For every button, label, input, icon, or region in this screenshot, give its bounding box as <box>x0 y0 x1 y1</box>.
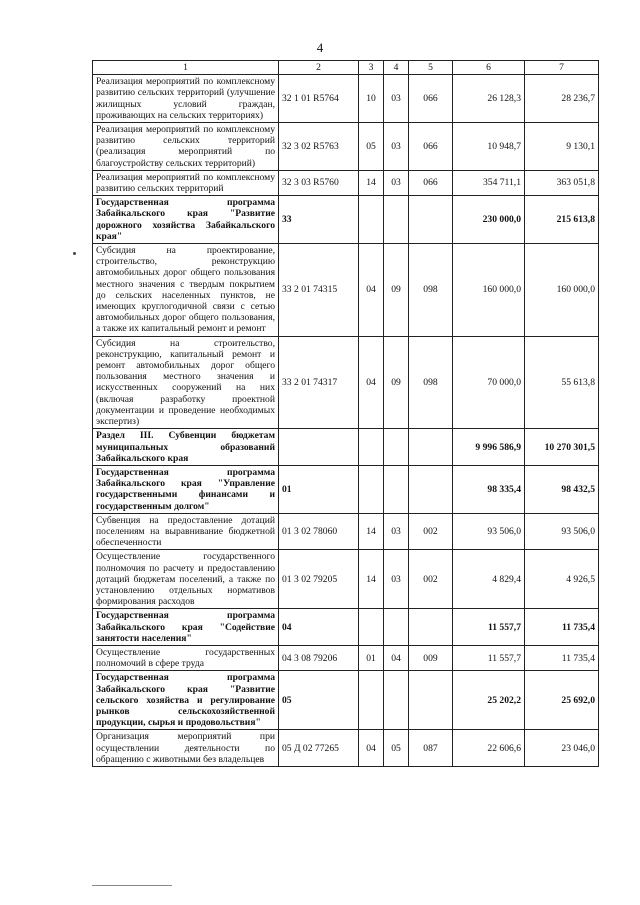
row-col3-cell: 05 <box>359 123 384 171</box>
header-cell: 7 <box>525 61 599 75</box>
row-name-cell: Осуществление государственного полномочия по расчету и предоставлению дотаций бюджетам поселений, а также по установлению отдельных нормативов формирования расходов <box>93 550 279 609</box>
row-amount-col7-cell: 160 000,0 <box>525 244 599 337</box>
header-cell: 3 <box>359 61 384 75</box>
row-amount-col7-cell: 23 046,0 <box>525 730 599 767</box>
row-col5-cell: 009 <box>409 645 453 670</box>
header-cell: 5 <box>409 61 453 75</box>
row-col5-cell: 002 <box>409 550 453 609</box>
table-row <box>93 550 599 609</box>
table-row <box>93 513 599 550</box>
row-amount-col6-cell: 11 557,7 <box>453 609 525 646</box>
row-amount-col7-cell: 11 735,4 <box>525 645 599 670</box>
table-row <box>93 244 599 337</box>
row-amount-col6-cell: 230 000,0 <box>453 196 525 244</box>
row-col3-cell <box>359 609 384 646</box>
row-code-cell: 32 3 02 R5763 <box>279 123 359 171</box>
row-col4-cell <box>384 465 409 513</box>
table-header-row <box>93 61 599 75</box>
footer-rule <box>92 885 172 886</box>
header-cell: 2 <box>279 61 359 75</box>
row-amount-col7-cell: 10 270 301,5 <box>525 429 599 466</box>
row-amount-col7-cell: 98 432,5 <box>525 465 599 513</box>
row-name-cell: Государственная программа Забайкальского края "Управление государственными финансами и государственным долгом" <box>93 465 279 513</box>
row-col5-cell <box>409 465 453 513</box>
row-col5-cell <box>409 671 453 730</box>
row-col3-cell: 04 <box>359 336 384 429</box>
table-row <box>93 465 599 513</box>
page-number: 4 <box>316 40 324 55</box>
row-amount-col6-cell: 354 711,1 <box>453 170 525 195</box>
row-amount-col7-cell: 55 613,8 <box>525 336 599 429</box>
row-name-cell: Государственная программа Забайкальского края "Развитие дорожного хозяйства Забайкальского края" <box>93 196 279 244</box>
row-col5-cell <box>409 609 453 646</box>
row-col5-cell: 002 <box>409 513 453 550</box>
row-amount-col7-cell: 215 613,8 <box>525 196 599 244</box>
row-amount-col7-cell: 363 051,8 <box>525 170 599 195</box>
row-code-cell: 05 Д 02 77265 <box>279 730 359 767</box>
row-col4-cell <box>384 196 409 244</box>
row-name-cell: Реализация мероприятий по комплексному развитию сельских территорий (реализация мероприятий по благоустройству сельских территорий) <box>93 123 279 171</box>
row-col5-cell: 066 <box>409 170 453 195</box>
row-col3-cell <box>359 465 384 513</box>
row-code-cell: 04 3 08 79206 <box>279 645 359 670</box>
row-amount-col6-cell: 93 506,0 <box>453 513 525 550</box>
row-code-cell: 01 <box>279 465 359 513</box>
row-code-cell: 33 <box>279 196 359 244</box>
row-col5-cell <box>409 429 453 466</box>
header-cell: 4 <box>384 61 409 75</box>
row-col4-cell <box>384 671 409 730</box>
row-col4-cell: 03 <box>384 513 409 550</box>
row-code-cell <box>279 429 359 466</box>
row-col3-cell: 04 <box>359 730 384 767</box>
row-col3-cell: 14 <box>359 170 384 195</box>
row-name-cell: Государственная программа Забайкальского края "Содействие занятости населения" <box>93 609 279 646</box>
row-col4-cell: 03 <box>384 170 409 195</box>
row-amount-col6-cell: 9 996 586,9 <box>453 429 525 466</box>
row-col3-cell <box>359 671 384 730</box>
row-amount-col7-cell: 93 506,0 <box>525 513 599 550</box>
row-name-cell: Субсидия на строительство, реконструкцию, капитальный ремонт и ремонт автомобильных дорог общего пользования местного значения и искусственных сооружений на них (включая разработку проектной документации и проведение необходимых экспертиз) <box>93 336 279 429</box>
row-col5-cell: 087 <box>409 730 453 767</box>
row-amount-col6-cell: 4 829,4 <box>453 550 525 609</box>
row-code-cell: 05 <box>279 671 359 730</box>
row-col4-cell: 04 <box>384 645 409 670</box>
row-col3-cell <box>359 196 384 244</box>
row-col4-cell: 03 <box>384 123 409 171</box>
header-cell: 6 <box>453 61 525 75</box>
row-code-cell: 01 3 02 78060 <box>279 513 359 550</box>
row-name-cell: Раздел III. Субвенции бюджетам муниципальных образований Забайкальского края <box>93 429 279 466</box>
margin-dot-mark <box>73 252 76 255</box>
row-col5-cell: 098 <box>409 244 453 337</box>
table-row <box>93 196 599 244</box>
table-row <box>93 123 599 171</box>
row-col3-cell: 04 <box>359 244 384 337</box>
row-amount-col6-cell: 25 202,2 <box>453 671 525 730</box>
table-row <box>93 336 599 429</box>
table-row <box>93 429 599 466</box>
table-row <box>93 730 599 767</box>
row-name-cell: Субсидия на проектирование, строительство, реконструкцию автомобильных дорог общего пользования местного значения с твердым покрытием до сельских населенных пунктов, не имеющих круглогодичной связи с сетью автомобильных дорог общего пользования, а также их капитальный ремонт и ремонт <box>93 244 279 337</box>
row-amount-col6-cell: 10 948,7 <box>453 123 525 171</box>
table-row <box>93 671 599 730</box>
row-amount-col7-cell: 25 692,0 <box>525 671 599 730</box>
row-amount-col6-cell: 11 557,7 <box>453 645 525 670</box>
table-row <box>93 170 599 195</box>
row-col5-cell: 066 <box>409 123 453 171</box>
row-col5-cell <box>409 196 453 244</box>
row-col4-cell: 05 <box>384 730 409 767</box>
row-col4-cell <box>384 609 409 646</box>
row-col3-cell: 10 <box>359 75 384 123</box>
row-code-cell: 04 <box>279 609 359 646</box>
row-name-cell: Организация мероприятий при осуществлении деятельности по обращению с животными без владельцев <box>93 730 279 767</box>
row-code-cell: 32 3 03 R5760 <box>279 170 359 195</box>
row-amount-col6-cell: 26 128,3 <box>453 75 525 123</box>
row-col4-cell <box>384 429 409 466</box>
row-code-cell: 01 3 02 79205 <box>279 550 359 609</box>
header-cell: 1 <box>93 61 279 75</box>
row-col3-cell: 14 <box>359 513 384 550</box>
row-name-cell: Реализация мероприятий по комплексному развитию сельских территорий (улучшение жилищных условий граждан, проживающих на сельских территориях) <box>93 75 279 123</box>
row-code-cell: 33 2 01 74315 <box>279 244 359 337</box>
row-code-cell: 33 2 01 74317 <box>279 336 359 429</box>
row-col5-cell: 066 <box>409 75 453 123</box>
budget-table <box>92 60 599 767</box>
row-col4-cell: 09 <box>384 244 409 337</box>
row-col3-cell: 14 <box>359 550 384 609</box>
row-name-cell: Осуществление государственных полномочий в сфере труда <box>93 645 279 670</box>
row-col4-cell: 03 <box>384 550 409 609</box>
row-amount-col7-cell: 28 236,7 <box>525 75 599 123</box>
row-code-cell: 32 1 01 R5764 <box>279 75 359 123</box>
row-amount-col7-cell: 4 926,5 <box>525 550 599 609</box>
table-row <box>93 645 599 670</box>
row-name-cell: Реализация мероприятий по комплексному развитию сельских территорий <box>93 170 279 195</box>
row-amount-col6-cell: 98 335,4 <box>453 465 525 513</box>
row-col5-cell: 098 <box>409 336 453 429</box>
table-row <box>93 609 599 646</box>
row-amount-col6-cell: 70 000,0 <box>453 336 525 429</box>
table-row <box>93 75 599 123</box>
row-amount-col6-cell: 160 000,0 <box>453 244 525 337</box>
row-col3-cell <box>359 429 384 466</box>
row-col4-cell: 03 <box>384 75 409 123</box>
row-name-cell: Государственная программа Забайкальского края "Развитие сельского хозяйства и регулирование рынков сельскохозяйственной продукции, сырья и продовольствия" <box>93 671 279 730</box>
row-col4-cell: 09 <box>384 336 409 429</box>
row-amount-col6-cell: 22 606,6 <box>453 730 525 767</box>
row-amount-col7-cell: 11 735,4 <box>525 609 599 646</box>
row-amount-col7-cell: 9 130,1 <box>525 123 599 171</box>
row-name-cell: Субвенция на предоставление дотаций поселениям на выравнивание бюджетной обеспеченности <box>93 513 279 550</box>
row-col3-cell: 01 <box>359 645 384 670</box>
